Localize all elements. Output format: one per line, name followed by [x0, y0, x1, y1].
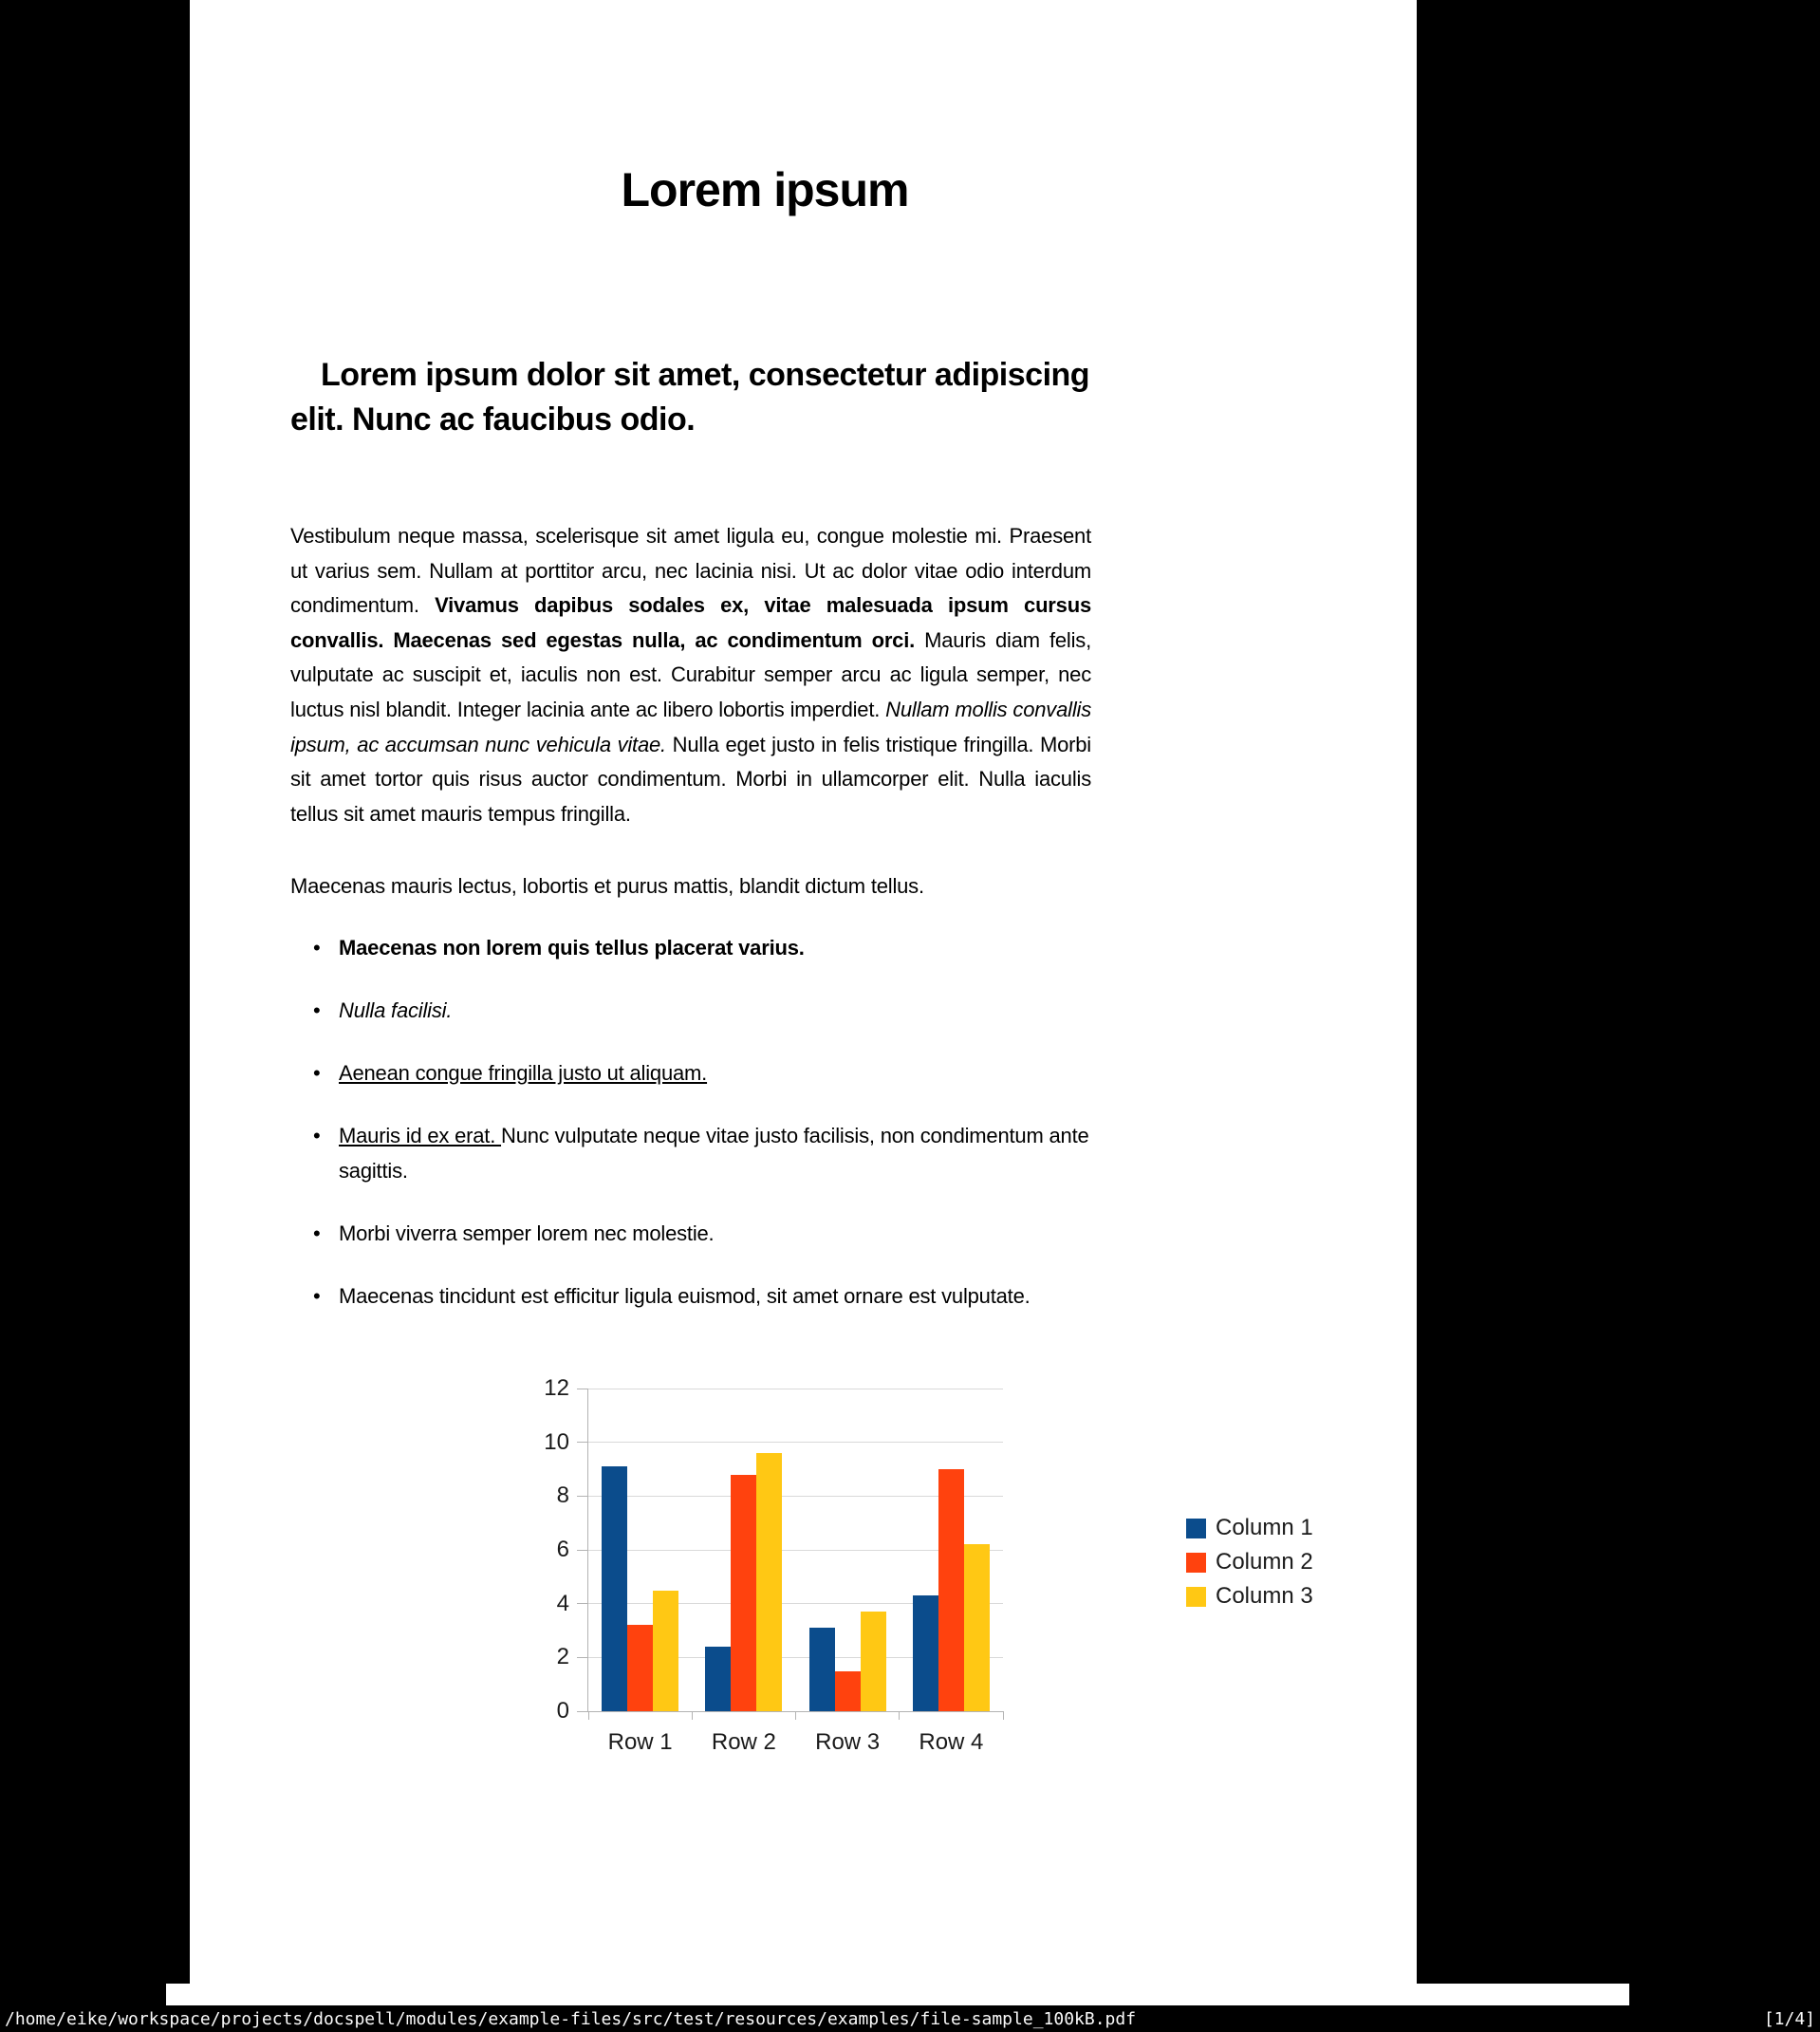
y-tick-label: 4 [556, 1590, 569, 1616]
legend-swatch-column-3 [1186, 1587, 1206, 1607]
bar-row-2-column-2 [731, 1475, 756, 1711]
bar-row-4-column-3 [964, 1544, 990, 1711]
y-tick-label: 0 [556, 1698, 569, 1724]
y-tick-label: 12 [544, 1375, 569, 1401]
y-tick-label: 10 [544, 1428, 569, 1455]
body-paragraph-2: Maecenas mauris lectus, lobortis et purus mattis, blandit dictum tellus. [290, 874, 924, 898]
bar-row-2-column-3 [756, 1453, 782, 1711]
bar-row-1-column-1 [602, 1466, 627, 1711]
bullet-marker: • [313, 998, 321, 1022]
bullet-list [313, 930, 1091, 1341]
list-item [313, 993, 1091, 1028]
list-item [313, 1216, 1091, 1251]
text-run: Maecenas tincidunt est efficitur ligula euismod, sit amet ornare est vulputate. [339, 1284, 1031, 1308]
text-run: Nunc vulputate neque vitae justo facilisis, non condimentum ante sagittis. [339, 1124, 1089, 1183]
document-title: Lorem ipsum [621, 163, 909, 216]
bar-row-1-column-3 [653, 1591, 678, 1712]
legend-label-column-1: Column 1 [1216, 1515, 1313, 1540]
bar-chart [474, 1375, 1376, 1780]
bar-row-4-column-1 [913, 1595, 938, 1711]
text-run: Mauris diam felis, vulputate ac suscipit et, iaculis non est. Curabitur semper arcu ac ligula semper, nec luctus nisl blandit. Integer lacinia ante ac libero lobortis imperdiet. [290, 627, 1092, 721]
y-tick-label: 2 [556, 1644, 569, 1670]
y-tick-label: 8 [556, 1482, 569, 1509]
bullet-marker: • [313, 1221, 321, 1245]
bar-row-3-column-2 [835, 1671, 861, 1712]
bar-row-3-column-3 [861, 1612, 886, 1711]
text-run: Morbi viverra semper lorem nec molestie. [339, 1221, 715, 1245]
bar-row-4-column-2 [938, 1469, 964, 1711]
legend-swatch-column-1 [1186, 1519, 1206, 1538]
x-axis-tick [899, 1711, 900, 1720]
x-tick-label: Row 1 [607, 1729, 673, 1755]
text-run: Vivamus dapibus sodales ex, vitae malesuada ipsum cursus convallis. Maecenas sed egestas nulla, ac condimentum orci. [290, 593, 1091, 652]
statusbar [0, 2005, 1820, 2032]
y-axis-line [587, 1389, 588, 1711]
x-tick-label: Row 2 [711, 1729, 776, 1755]
legend-swatch-column-2 [1186, 1553, 1206, 1573]
text-run: Nulla facilisi. [339, 998, 453, 1022]
bullet-marker: • [313, 1284, 321, 1308]
x-tick-label: Row 3 [815, 1729, 881, 1755]
list-item [313, 1055, 1091, 1091]
x-axis-tick [1003, 1711, 1004, 1720]
x-tick-label: Row 4 [919, 1729, 984, 1755]
x-axis-tick [588, 1711, 589, 1720]
statusbar-file-path: /home/eike/workspace/projects/docspell/modules/example-files/src/test/resources/examples/file-sample_100kB.pdf [5, 2008, 1137, 2029]
bullet-marker: • [313, 936, 321, 960]
y-tick-label: 6 [556, 1537, 569, 1562]
bullet-marker: • [313, 1061, 321, 1085]
body-paragraph-1 [290, 519, 1091, 831]
x-axis-tick [795, 1711, 796, 1720]
bar-row-1-column-2 [627, 1625, 653, 1711]
document-subheading: Lorem ipsum dolor sit amet, consectetur adipiscing elit. Nunc ac faucibus odio. [290, 357, 1090, 438]
chart-gridline [588, 1442, 1003, 1443]
legend-label-column-2: Column 2 [1216, 1549, 1313, 1575]
text-run: Nullam mollis convallis ipsum, ac accumsan nunc vehicula vitae. [290, 697, 1091, 756]
list-item [313, 1118, 1091, 1188]
text-run: Maecenas non lorem quis tellus placerat varius. [339, 936, 805, 960]
document-page[interactable] [190, 0, 1417, 1984]
statusbar-page-indicator: [1/4] [1763, 2008, 1815, 2029]
bar-row-3-column-1 [809, 1628, 835, 1711]
x-axis-tick [692, 1711, 693, 1720]
list-item [313, 930, 1091, 965]
legend-label-column-3: Column 3 [1216, 1583, 1313, 1609]
next-page-top-edge [166, 1984, 1629, 2005]
bar-row-2-column-1 [705, 1647, 731, 1711]
text-run: Aenean congue fringilla justo ut aliquam. [339, 1061, 708, 1085]
text-run: Mauris id ex erat. [339, 1124, 502, 1147]
text-run: Nulla eget justo in felis tristique fringilla. Morbi sit amet tortor quis risus auctor condimentum. Morbi in ullamcorper elit. Nulla iaculis tellus sit amet mauris tempus fringilla. [290, 732, 1091, 826]
text-run: Vestibulum neque massa, scelerisque sit amet ligula eu, congue molestie mi. Praesent ut varius sem. Nullam at porttitor arcu, nec lacinia nisi. Ut ac dolor vitae odio interdum condimentum. [290, 524, 1091, 618]
bullet-marker: • [313, 1124, 321, 1147]
list-item [313, 1278, 1091, 1314]
